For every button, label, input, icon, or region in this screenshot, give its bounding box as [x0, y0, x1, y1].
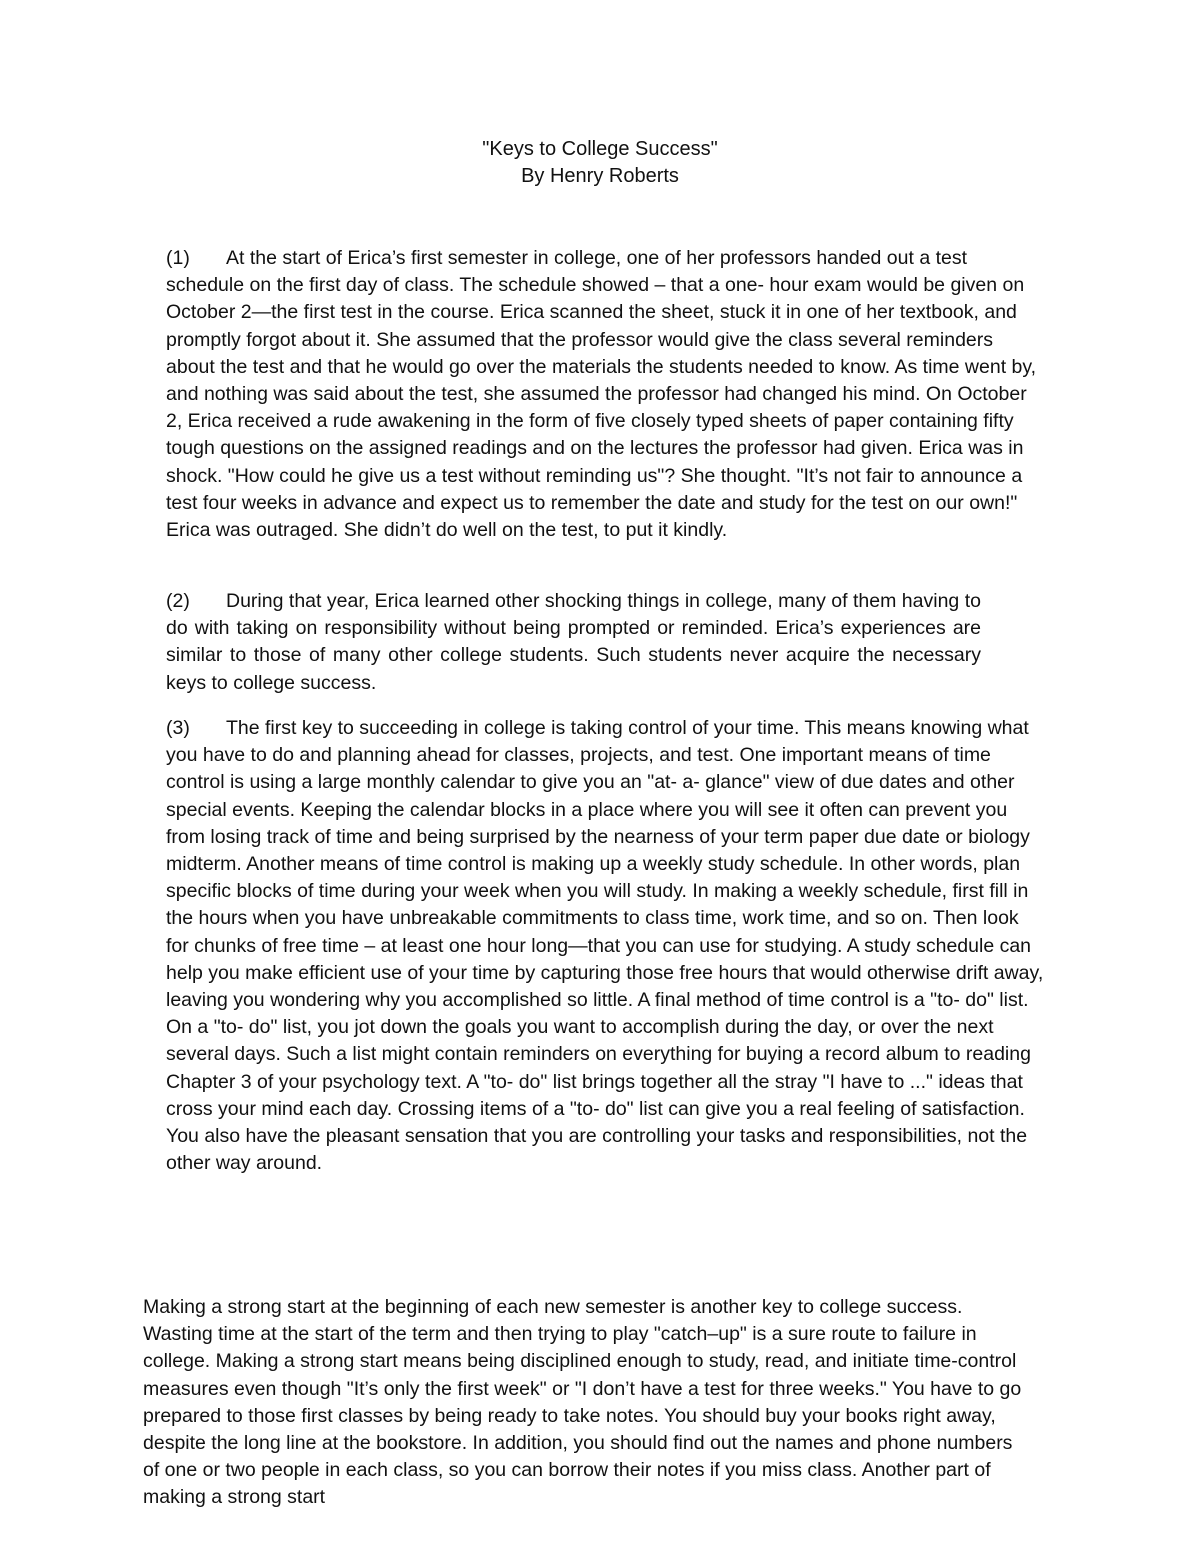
paragraph-4: [143, 1294, 1033, 1512]
paragraph-number: (2): [166, 590, 190, 612]
paragraph-1: [166, 245, 1046, 544]
paragraph-3: [166, 715, 1046, 1177]
paragraph-text: During that year, Erica learned other shocking things in college, many of them having to do with taking on responsibility without being prompted or reminded. Erica’s experiences are similar to those of many other college students. Such students never acquire the necessary keys to college success.: [166, 590, 981, 694]
paragraph-number: (3): [166, 717, 190, 739]
document-byline: By Henry Roberts: [521, 165, 679, 187]
paragraph-text: Making a strong start at the beginning of each new semester is another key to college success. Wasting time at the start of the term and then trying to play "catch–up" is a sure route to failure in college. Making a strong start means being disciplined enough to study, read, and initiate time-control measures even though "It’s only the first week" or "I don’t have a test for three weeks." You have to go prepared to those first classes by being ready to take notes. You should buy your books right away, despite the long line at the bookstore. In addition, you should find out the names and phone numbers of one or two people in each class, so you can borrow their notes if you miss class. Another part of making a strong start: [143, 1296, 1022, 1509]
document-title: "Keys to College Success": [482, 138, 718, 160]
paragraph-text: The first key to succeeding in college is taking control of your time. This means knowing what you have to do and planning ahead for classes, projects, and test. One important means of time control is using a large monthly calendar to give you an "at- a- glance" view of due dates and other special events. Keeping the calendar blocks in a place where you will see it often can prevent you from losing track of time and being surprised by the nearness of your term paper due date or biology midterm. Another means of time control is making up a weekly study schedule. In other words, plan specific blocks of time during your week when you will study. In making a weekly schedule, first fill in the hours when you have unbreakable commitments to class time, work time, and so on. Then look for chunks of free time – at least one hour long—that you can use for studying. A study schedule can help you make efficient use of your time by capturing those free hours that would otherwise drift away, leaving you wondering why you accomplished so little. A final method of time control is a "to- do" list. On a "to- do" list, you jot down the goals you want to accomplish during the day, or over the next several days. Such a list might contain reminders on everything for buying a record album to reading Chapter 3 of your psychology text. A "to- do" list brings together all the stray "I have to ..." ideas that cross your mind each day. Crossing items of a "to- do" list can give you a real feeling of satisfaction. You also have the pleasant sensation that you are controlling your tasks and responsibilities, not the other way around.: [166, 717, 1044, 1175]
paragraph-text: At the start of Erica’s first semester in college, one of her professors handed out a test schedule on the first day of class. The schedule showed – that a one- hour exam would be given on October 2—the first test in the course. Erica scanned the sheet, stuck it in one of her textbook, and promptly forgot about it. She assumed that the professor would give the class several reminders about the test and that he would go over the materials the students needed to know. As time went by, and nothing was said about the test, she assumed the professor had changed his mind. On October 2, Erica received a rude awakening in the form of five closely typed sheets of paper containing fifty tough questions on the assigned readings and on the lectures the professor had given. Erica was in shock. "How could he give us a test without reminding us"? She thought. "It’s not fair to announce a test four weeks in advance and expect us to remember the date and study for the test on our own!" Erica was outraged. She didn’t do well on the test, to put it kindly.: [166, 247, 1037, 542]
paragraph-number: (1): [166, 247, 190, 269]
title-block: [0, 136, 1200, 190]
paragraph-2: [166, 588, 981, 697]
